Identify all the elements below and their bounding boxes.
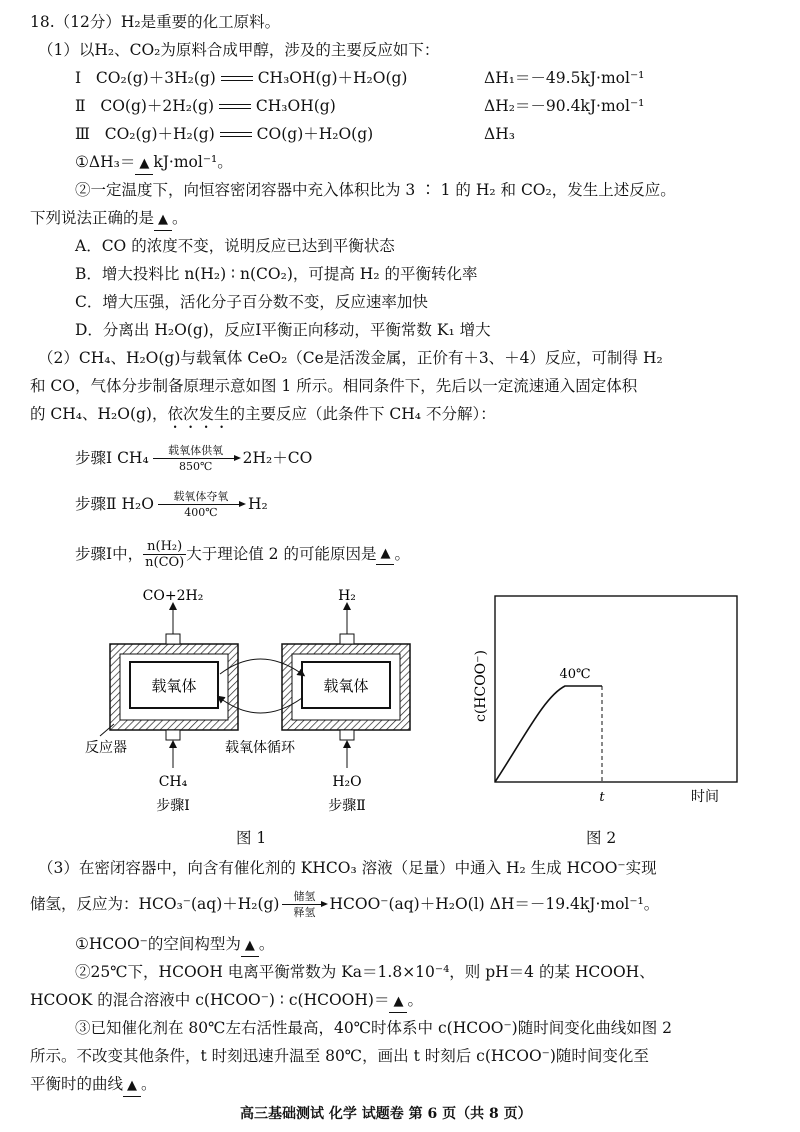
reaction-arrow-icon: 载氧体夺氧 400℃ bbox=[158, 490, 244, 519]
equilibrium-arrow-icon bbox=[221, 74, 253, 84]
fig2-x-label: 时间 bbox=[691, 789, 719, 805]
figure-2-plot bbox=[455, 586, 755, 816]
fig2-t-label: t bbox=[599, 790, 605, 805]
fig1-out-right: H₂ bbox=[338, 588, 356, 604]
reversible-arrow-icon: 储氢 释氢 bbox=[282, 890, 326, 919]
option-b: B．增大投料比 n(H₂) ∶ n(CO₂)，可提高 H₂ 的平衡转化率 bbox=[75, 265, 478, 283]
option-d: D．分离出 H₂O(g)，反应Ⅰ平衡正向移动，平衡常数 K₁ 增大 bbox=[75, 321, 491, 339]
step-2: 步骤Ⅱ H₂O 载氧体夺氧 400℃ H₂ bbox=[75, 489, 268, 519]
question-header: 18.（12分）H₂是重要的化工原料。 bbox=[30, 13, 281, 31]
page-footer: 高三基础测试 化学 试题卷 第 6 页（共 8 页） bbox=[240, 1106, 532, 1122]
q1b-line1: ②一定温度下，向恒容密闭容器中充入体积比为 3 ∶ 1 的 H₂ 和 CO₂，发生上述反应。 bbox=[75, 181, 676, 199]
equilibrium-arrow-icon bbox=[220, 130, 252, 140]
part3-line1: （3）在密闭容器中，向含有催化剂的 KHCO₃ 溶液（足量）中通入 H₂ 生成 HCOO⁻实现 bbox=[38, 859, 657, 877]
reaction-left: CO₂(g)＋H₂(g) bbox=[104, 125, 215, 143]
q3c-line2: 所示。不改变其他条件，t 时刻迅速升温至 80℃，画出 t 时刻后 c(HCOO⁻)随时间变化至 bbox=[30, 1047, 649, 1065]
answer-blank[interactable]: ▲ bbox=[389, 992, 407, 1013]
part2-line3: 的 CH₄、H₂O(g)，依次发生的主要反应（此条件下 CH₄ 不分解）： bbox=[30, 405, 496, 423]
q2: 步骤Ⅰ中， $\frac{\text{n(H₂)}}{n(CO)}$ 大于理论值 2 的可能原因是 ▲ 。 bbox=[75, 538, 410, 570]
q1a: ①ΔH₃＝ ▲ kJ·mol⁻¹。 bbox=[75, 152, 233, 175]
q3b-line2: HCOOK 的混合溶液中 c(HCOO⁻) ∶ c(HCOOH)＝ ▲ 。 bbox=[30, 990, 423, 1013]
answer-blank[interactable]: ▲ bbox=[123, 1076, 141, 1097]
figure-1-caption: 图 1 bbox=[236, 829, 267, 847]
reaction-right: CH₃OH(g) bbox=[255, 97, 336, 115]
fig1-reactor-label: 反应器 bbox=[85, 740, 127, 756]
fig1-in-right: H₂O bbox=[332, 774, 362, 790]
option-c: C．增大压强，活化分子百分数不变，反应速率加快 bbox=[75, 293, 428, 311]
answer-blank[interactable]: ▲ bbox=[241, 936, 259, 957]
fig1-box-left: 载氧体 bbox=[151, 677, 197, 695]
fig1-in-left: CH₄ bbox=[158, 774, 188, 790]
reaction-2-dh: ΔH₂＝－90.4kJ·mol⁻¹ bbox=[484, 97, 645, 115]
fig1-box-right: 载氧体 bbox=[323, 677, 369, 695]
reaction-1-dh: ΔH₁＝－49.5kJ·mol⁻¹ bbox=[484, 69, 645, 87]
ratio-fraction: $\frac{\text{n(H₂)}}{n(CO)}$ bbox=[145, 538, 185, 570]
reaction-left: CO₂(g)＋3H₂(g) bbox=[95, 69, 216, 87]
fig1-step-left: 步骤Ⅰ bbox=[156, 798, 190, 814]
plot-frame bbox=[495, 596, 737, 782]
reaction-arrow-icon: 载氧体供氧 850℃ bbox=[153, 444, 239, 473]
figure-2-caption: 图 2 bbox=[586, 829, 617, 847]
reaction-3 bbox=[75, 124, 373, 144]
fig1-step-right: 步骤Ⅱ bbox=[328, 798, 366, 814]
reaction-right: CH₃OH(g)＋H₂O(g) bbox=[257, 69, 408, 87]
reaction-left: CO(g)＋2H₂(g) bbox=[100, 97, 215, 115]
hcoo-curve bbox=[495, 686, 602, 782]
emphasis-text: 依次发生 bbox=[167, 405, 230, 423]
fig1-out-left: CO+2H₂ bbox=[142, 588, 204, 604]
step-1: 步骤Ⅰ CH₄ 载氧体供氧 850℃ 2H₂＋CO bbox=[75, 443, 313, 473]
equilibrium-arrow-icon bbox=[219, 102, 251, 112]
part1-intro: （1）以H₂、CO₂为原料合成甲醇，涉及的主要反应如下： bbox=[38, 41, 440, 59]
reaction-num: Ⅱ bbox=[75, 97, 86, 115]
part3-line2: 储氢，反应为：HCO₃⁻(aq)＋H₂(g) 储氢 释氢 HCOO⁻(aq)＋H₂O(l) ΔH＝－19.4kJ·mol⁻¹。 bbox=[30, 889, 660, 919]
figure-1-diagram bbox=[70, 586, 430, 836]
q1b-line2: 下列说法正确的是 ▲ 。 bbox=[30, 208, 188, 231]
q3b-line1: ②25℃下，HCOOH 电离平衡常数为 Ka＝1.8×10⁻⁴，则 pH＝4 的某 HCOOH、 bbox=[75, 963, 655, 981]
q3c-line1: ③已知催化剂在 80℃左右活性最高，40℃时体系中 c(HCOO⁻)随时间变化曲线如图 2 bbox=[75, 1019, 673, 1037]
reaction-2 bbox=[75, 96, 336, 116]
answer-blank[interactable]: ▲ bbox=[154, 210, 172, 231]
q3c-line3: 平衡时的曲线 ▲ 。 bbox=[30, 1074, 157, 1097]
option-a: A．CO 的浓度不变，说明反应已达到平衡状态 bbox=[75, 237, 395, 255]
answer-blank[interactable]: ▲ bbox=[376, 544, 394, 565]
reaction-num: Ⅲ bbox=[75, 125, 90, 143]
part2-line1: （2）CH₄、H₂O(g)与载氧体 CeO₂（Ce是活泼金属，正价有＋3、＋4）反应，可制得 H₂ bbox=[38, 349, 663, 367]
answer-blank[interactable]: ▲ bbox=[135, 154, 153, 175]
reaction-1 bbox=[75, 68, 407, 88]
reaction-3-dh: ΔH₃ bbox=[484, 125, 515, 143]
fig2-y-label: c(HCOO⁻) bbox=[473, 649, 489, 723]
fig2-temp-label: 40℃ bbox=[559, 667, 591, 682]
fig1-cycle-label: 载氧体循环 bbox=[225, 740, 295, 756]
q3a: ①HCOO⁻的空间构型为 ▲ 。 bbox=[75, 934, 274, 957]
reaction-num: Ⅰ bbox=[75, 69, 82, 87]
part2-line2: 和 CO，气体分步制备原理示意如图 1 所示。相同条件下，先后以一定流速通入固定体积 bbox=[30, 377, 638, 395]
reaction-right: CO(g)＋H₂O(g) bbox=[256, 125, 374, 143]
